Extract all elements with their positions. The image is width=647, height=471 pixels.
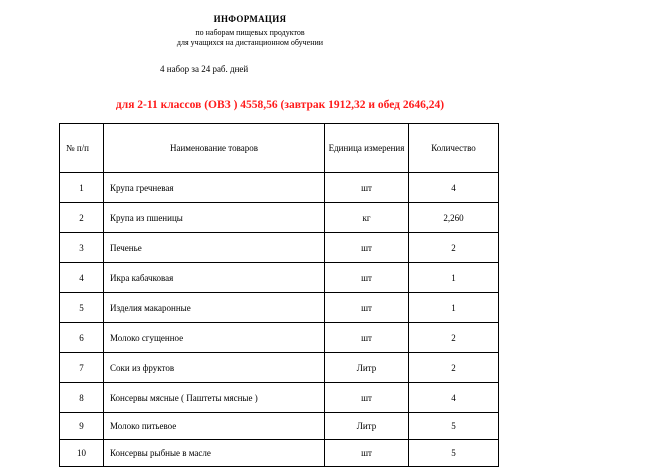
table-row [60, 173, 499, 203]
row-qty: 2 [409, 353, 499, 383]
table-row [60, 263, 499, 293]
row-unit: шт [325, 293, 409, 323]
row-unit: шт [325, 233, 409, 263]
table-row [60, 353, 499, 383]
table-row [60, 413, 499, 440]
table-row [60, 203, 499, 233]
row-qty: 2,260 [409, 203, 499, 233]
row-num: 6 [60, 323, 104, 353]
row-qty: 1 [409, 263, 499, 293]
row-num: 9 [60, 413, 104, 440]
row-name: Икра кабачковая [104, 263, 325, 293]
set-info: 4 набор за 24 раб. дней [160, 64, 249, 74]
row-name: Консервы мясные ( Паштеты мясные ) [104, 383, 325, 413]
row-num: 7 [60, 353, 104, 383]
row-qty: 2 [409, 233, 499, 263]
document-title: ИНФОРМАЦИЯ [213, 14, 287, 24]
row-qty: 2 [409, 323, 499, 353]
row-qty: 1 [409, 293, 499, 323]
document-subtitle-line2: для учащихся на дистанционном обучении [176, 38, 324, 47]
row-unit: шт [325, 440, 409, 467]
row-name: Молоко сгущенное [104, 323, 325, 353]
row-unit: шт [325, 383, 409, 413]
row-unit: Литр [325, 353, 409, 383]
table-row [60, 293, 499, 323]
row-name: Изделия макаронные [104, 293, 325, 323]
row-num: 8 [60, 383, 104, 413]
table-row [60, 233, 499, 263]
row-name: Соки из фруктов [104, 353, 325, 383]
row-unit: шт [325, 173, 409, 203]
row-num: 1 [60, 173, 104, 203]
row-name: Молоко питьевое [104, 413, 325, 440]
products-table [59, 123, 499, 467]
header-unit: Единица измерения [325, 124, 409, 173]
row-unit: шт [325, 323, 409, 353]
header-qty: Количество [409, 124, 499, 173]
table-header-row [60, 124, 499, 173]
header-num: № п/п [60, 124, 104, 173]
row-num: 3 [60, 233, 104, 263]
row-unit: Литр [325, 413, 409, 440]
row-num: 2 [60, 203, 104, 233]
row-qty: 5 [409, 440, 499, 467]
row-qty: 5 [409, 413, 499, 440]
group-heading: для 2-11 классов (ОВЗ ) 4558,56 (завтрак 1912,32 и обед 2646,24) [115, 99, 445, 111]
document-subtitle-line1: по наборам пищевых продуктов [195, 28, 305, 37]
table-row [60, 440, 499, 467]
row-num: 10 [60, 440, 104, 467]
row-name: Печенье [104, 233, 325, 263]
row-name: Консервы рыбные в масле [104, 440, 325, 467]
row-name: Крупа из пшеницы [104, 203, 325, 233]
row-unit: кг [325, 203, 409, 233]
row-name: Крупа гречневая [104, 173, 325, 203]
row-num: 4 [60, 263, 104, 293]
row-qty: 4 [409, 173, 499, 203]
row-unit: шт [325, 263, 409, 293]
header-name: Наименование товаров [104, 124, 325, 173]
row-num: 5 [60, 293, 104, 323]
table-row [60, 323, 499, 353]
row-qty: 4 [409, 383, 499, 413]
table-row [60, 383, 499, 413]
